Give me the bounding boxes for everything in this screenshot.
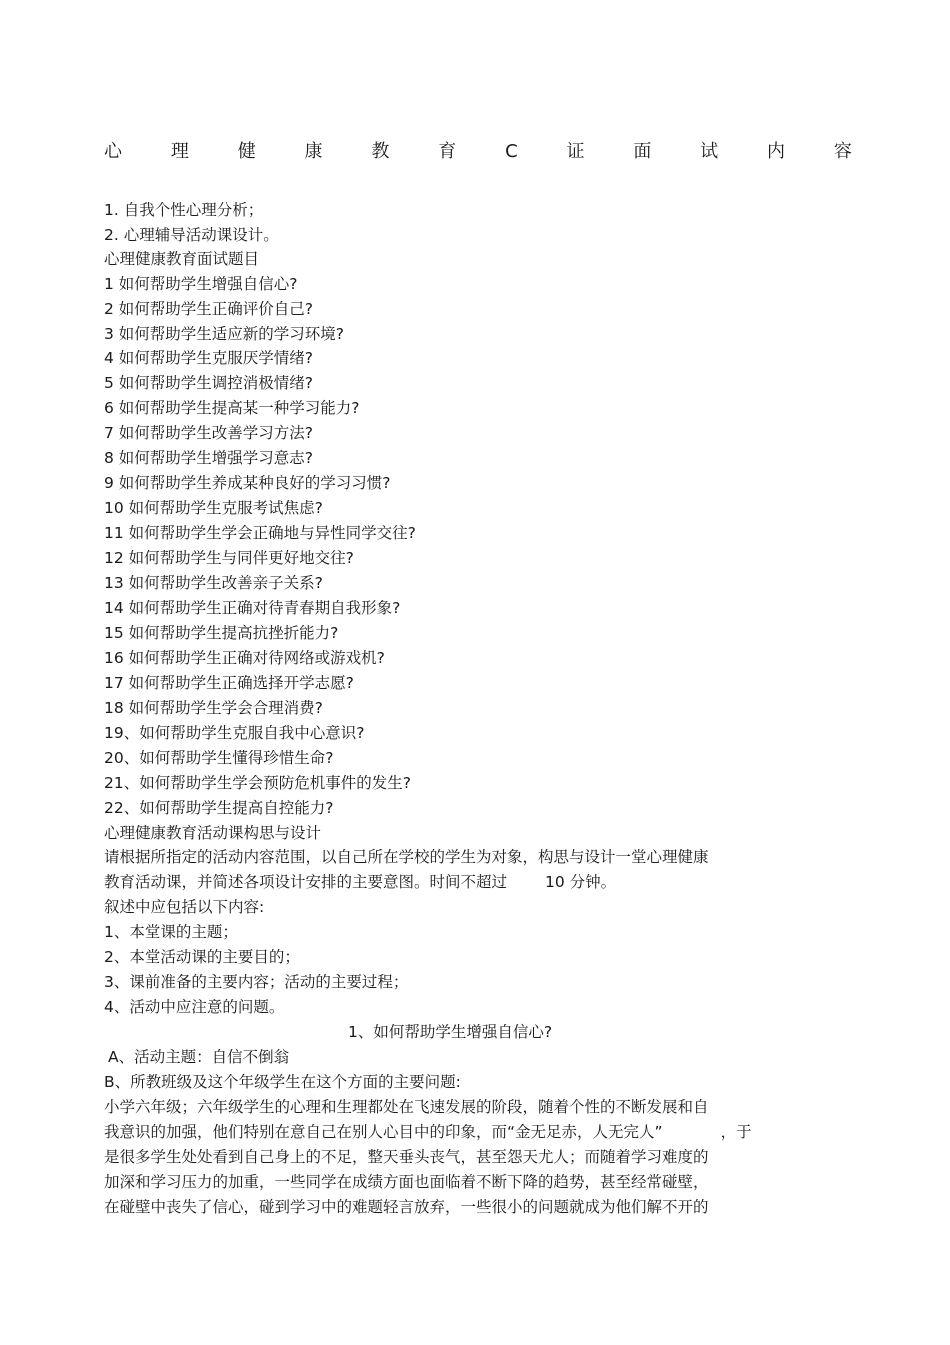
- question-item: 14 如何帮助学生正确对待青春期自我形象?: [104, 599, 401, 617]
- title-char: 内: [767, 141, 786, 162]
- requirement-item: 3、课前准备的主要内容；活动的主要过程；: [104, 973, 409, 991]
- title-char: 康: [304, 141, 323, 162]
- section-title-activity: 心理健康教育活动课构思与设计: [104, 824, 322, 842]
- paragraph-line: 在碰壁中丧失了信心，碰到学习中的难题轻言放弃，一些很小的问题就成为他们解不开的: [104, 1198, 709, 1216]
- title-char: 面: [633, 141, 652, 162]
- title-char: C: [505, 141, 518, 162]
- question-item: 1 如何帮助学生增强自信心?: [104, 275, 298, 293]
- paragraph-line: 加深和学习压力的加重，一些同学在成绩方面也面临着不断下降的趋势，甚至经常碰壁，: [104, 1173, 709, 1191]
- title-char: 理: [170, 141, 189, 162]
- paragraph-line: 是很多学生处处看到自己身上的不足，整天垂头丧气，甚至怨天尤人；而随着学习难度的: [104, 1148, 709, 1166]
- question-item: 10 如何帮助学生克服考试焦虑?: [104, 499, 323, 517]
- question-item: 3 如何帮助学生适应新的学习环境?: [104, 325, 345, 343]
- question-item: 8 如何帮助学生增强学习意志?: [104, 449, 314, 467]
- title-char: 试: [700, 141, 719, 162]
- requirement-item: 1、本堂课的主题；: [104, 923, 238, 941]
- question-item: 2 如何帮助学生正确评价自己?: [104, 300, 314, 318]
- instruction-text: 请根据所指定的活动内容范围，以自己所在学校的学生为对象，构思与设计一堂心理健康: [104, 848, 709, 866]
- paragraph-line: [104, 1121, 752, 1143]
- question-item: 17 如何帮助学生正确选择开学志愿?: [104, 674, 354, 692]
- requirement-item: 2、本堂活动课的主要目的；: [104, 948, 300, 966]
- instruction-text: [104, 871, 616, 893]
- question-item: 13 如何帮助学生改善亲子关系?: [104, 574, 323, 592]
- title-char: 证: [566, 141, 585, 162]
- question-item: 18 如何帮助学生学会合理消费?: [104, 699, 323, 717]
- exam-item-2: 2. 心理辅导活动课设计。: [104, 226, 279, 244]
- question-item: 11 如何帮助学生学会正确地与异性同学交往?: [104, 524, 416, 542]
- section-title-questions: 心理健康教育面试题目: [104, 250, 260, 268]
- instruction-text-part: 教育活动课，并简述各项设计安排的主要意图。时间不超过: [104, 873, 508, 891]
- question-item: 9 如何帮助学生养成某种良好的学习习惯?: [104, 474, 391, 492]
- title-char: 心: [104, 141, 122, 162]
- exam-item-1: 1. 自我个性心理分析；: [104, 201, 264, 219]
- question-item: 6 如何帮助学生提高某一种学习能力?: [104, 399, 360, 417]
- problem-heading: B、所教班级及这个年级学生在这个方面的主要问题:: [104, 1073, 461, 1091]
- question-item: 15 如何帮助学生提高抗挫折能力?: [104, 624, 339, 642]
- title-char: 容: [833, 141, 852, 162]
- title-char: 健: [237, 141, 256, 162]
- paragraph-line: 小学六年级；六年级学生的心理和生理都处在飞速发展的阶段，随着个性的不断发展和自: [104, 1098, 709, 1116]
- title-char: 教: [371, 141, 390, 162]
- question-item: 5 如何帮助学生调控消极情绪?: [104, 374, 314, 392]
- question-item: 19、如何帮助学生克服自我中心意识?: [104, 724, 365, 742]
- instruction-text: 叙述中应包括以下内容:: [104, 898, 265, 916]
- question-item: 16 如何帮助学生正确对待网络或游戏机?: [104, 649, 385, 667]
- question-item: 12 如何帮助学生与同伴更好地交往?: [104, 549, 354, 567]
- title-char: 育: [438, 141, 457, 162]
- question-item: 22、如何帮助学生提高自控能力?: [104, 799, 334, 817]
- question-item: 20、如何帮助学生懂得珍惜生命?: [104, 749, 334, 767]
- instruction-text-part: 10 分钟。: [545, 873, 617, 891]
- activity-theme: A、活动主题：自信不倒翁: [108, 1048, 290, 1066]
- question-item: 7 如何帮助学生改善学习方法?: [104, 424, 314, 442]
- page-title: [104, 140, 852, 164]
- paragraph-part: ，于: [720, 1123, 752, 1141]
- requirement-item: 4、活动中应注意的问题。: [104, 998, 285, 1016]
- section-heading: 1、如何帮助学生增强自信心?: [348, 1023, 553, 1041]
- question-item: 21、如何帮助学生学会预防危机事件的发生?: [104, 774, 411, 792]
- question-item: 4 如何帮助学生克服厌学情绪?: [104, 349, 314, 367]
- paragraph-part: 我意识的加强，他们特别在意自己在别人心目中的印象，而“金无足赤，人无完人”: [104, 1123, 663, 1141]
